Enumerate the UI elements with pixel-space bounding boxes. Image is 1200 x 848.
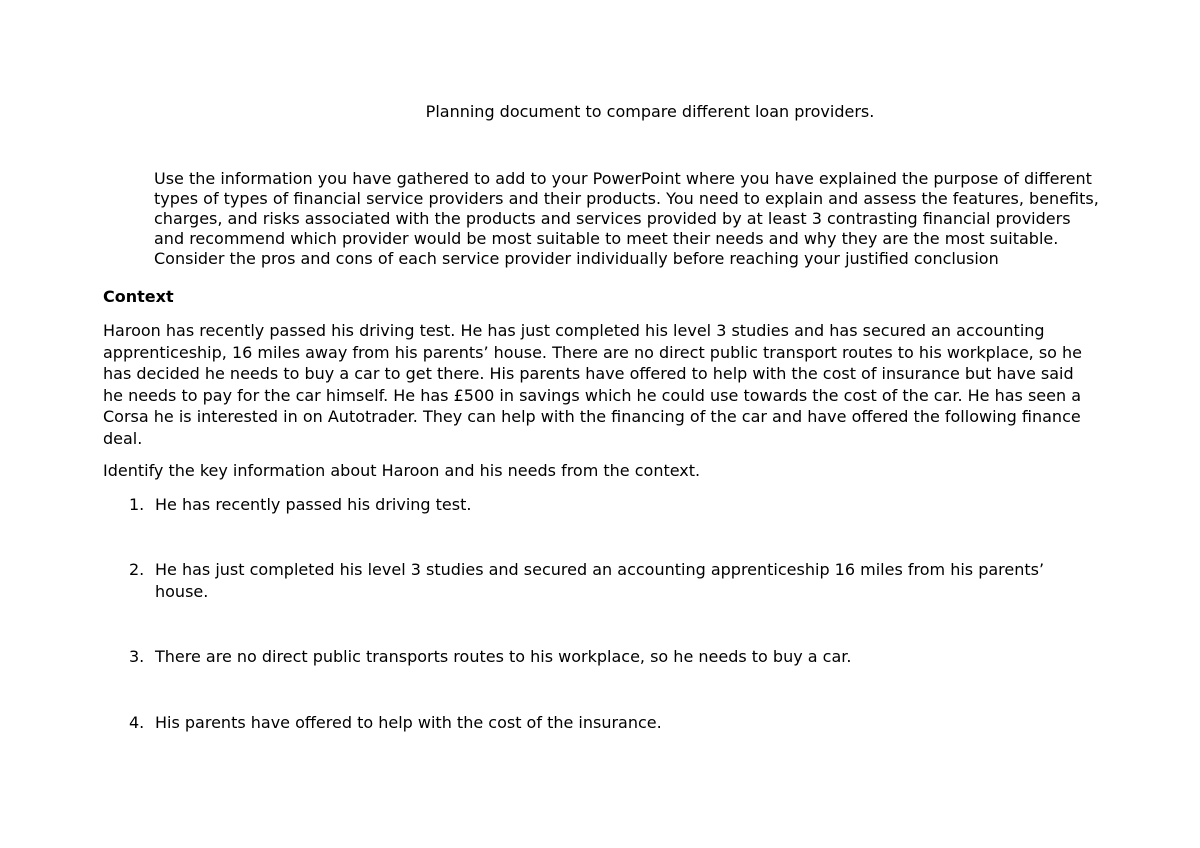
list-item-text: He has recently passed his driving test.	[155, 495, 472, 514]
context-paragraph: Haroon has recently passed his driving test. He has just completed his level 3 studies and has secured an accounting apprenticeship, 16 miles away from his parents’ house. There are no direct public transport routes to his workplace, so he has decided he needs to buy a car to get there. His parents have offered to help with the cost of insurance but have said he needs to pay for the car himself. He has £500 in savings which he could use towards the cost of the car. He has seen a Corsa he is interested in on Autotrader. They can help with the financing of the car and have offered the following finance deal.	[103, 321, 1083, 448]
list-item-number: 1.	[129, 495, 145, 514]
instructions-paragraph: Use the information you have gathered to add to your PowerPoint where you have explained the purpose of different types of types of financial service providers and their products. You need to explain and assess the features, benefits, charges, and risks associated with the products and services provided by at least 3 contrasting financial providers and recommend which provider would be most suitable to meet their needs and why they are the most suitable. Consider the pros and cons of each service provider individually before reaching your justified conclusion	[154, 169, 1099, 268]
page-title: Planning document to compare different loan providers.	[425, 102, 875, 121]
list-item-text: There are no direct public transports routes to his workplace, so he needs to buy a car.	[155, 647, 852, 666]
list-item	[129, 559, 1089, 602]
list-item	[129, 646, 1089, 668]
list-item-number: 4.	[129, 713, 145, 732]
list-item	[129, 494, 1089, 516]
list-item	[129, 712, 1089, 734]
list-item-number: 2.	[129, 560, 145, 579]
context-heading: Context	[103, 287, 174, 306]
list-item-text: He has just completed his level 3 studies and secured an accounting apprenticeship 16 miles from his parents’ house.	[155, 560, 1045, 601]
list-item-number: 3.	[129, 647, 145, 666]
list-item-text: His parents have offered to help with the cost of the insurance.	[155, 713, 662, 732]
identify-prompt: Identify the key information about Haroon and his needs from the context.	[103, 461, 701, 480]
